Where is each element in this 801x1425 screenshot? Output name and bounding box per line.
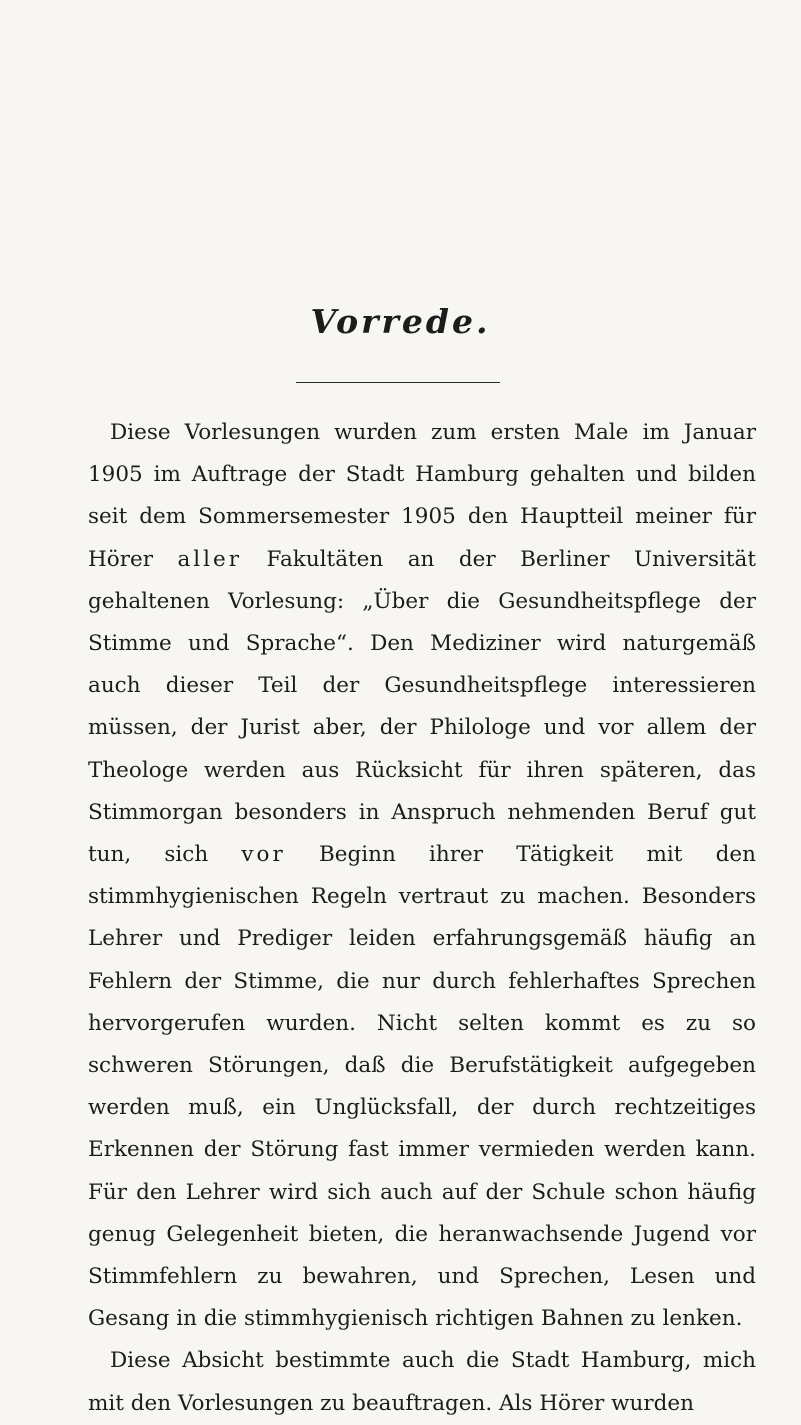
paragraph-text: Diese Absicht bestimmte auch die Stadt Hamburg, mich mit den Vorlesungen zu beauftragen. Als Hörer wurden (88, 1348, 756, 1416)
paragraph (88, 412, 756, 1340)
paragraph-text: Fakultäten an der Berliner Universität gehaltenen Vorlesung: „Über die Gesundheitspflege der Stimme und Sprache“. Den Mediziner wird naturgemäß auch dieser Teil der Gesundheitspflege interessieren müssen, der Jurist aber, der Philologe und vor allem der Theologe werden aus Rücksicht für ihren späteren, das Stimmorgan besonders in Anspruch nehmenden Beruf gut tun, sich (88, 546, 756, 868)
paragraph-text: Beginn ihrer Tätigkeit mit den stimmhygienischen Regeln vertraut zu machen. Besonders Lehrer und Prediger leiden erfahrungsgemäß häufig an Fehlern der Stimme, die nur durch fehlerhaftes Sprechen hervorgerufen wurden. Nicht selten kommt es zu so schweren Störungen, daß die Berufstätigkeit aufgegeben werden muß, ein Unglücksfall, der durch rechtzeitiges Erkennen der Störung fast immer vermieden werden kann. Für den Lehrer wird sich auch auf der Schule schon häufig genug Gelegenheit bieten, die heranwachsende Jugend vor Stimmfehlern zu bewahren, und Sprechen, Lesen und Gesang in die stimmhygienisch richtigen Bahnen zu lenken. (88, 842, 756, 1332)
body-text (88, 412, 756, 1425)
emphasized-text: aller (177, 546, 243, 572)
paragraph (88, 1340, 756, 1424)
emphasized-text: vor (241, 842, 286, 868)
paragraph-text: Diese Vorlesungen wurden zum ersten Male im Januar 1905 im Auftrage der Stadt Hamburg gehalten und bilden seit dem Sommersemester 1905 den Hauptteil meiner für Hörer (88, 420, 756, 572)
page-title: Vorrede. (310, 302, 491, 341)
title-divider (296, 382, 500, 383)
